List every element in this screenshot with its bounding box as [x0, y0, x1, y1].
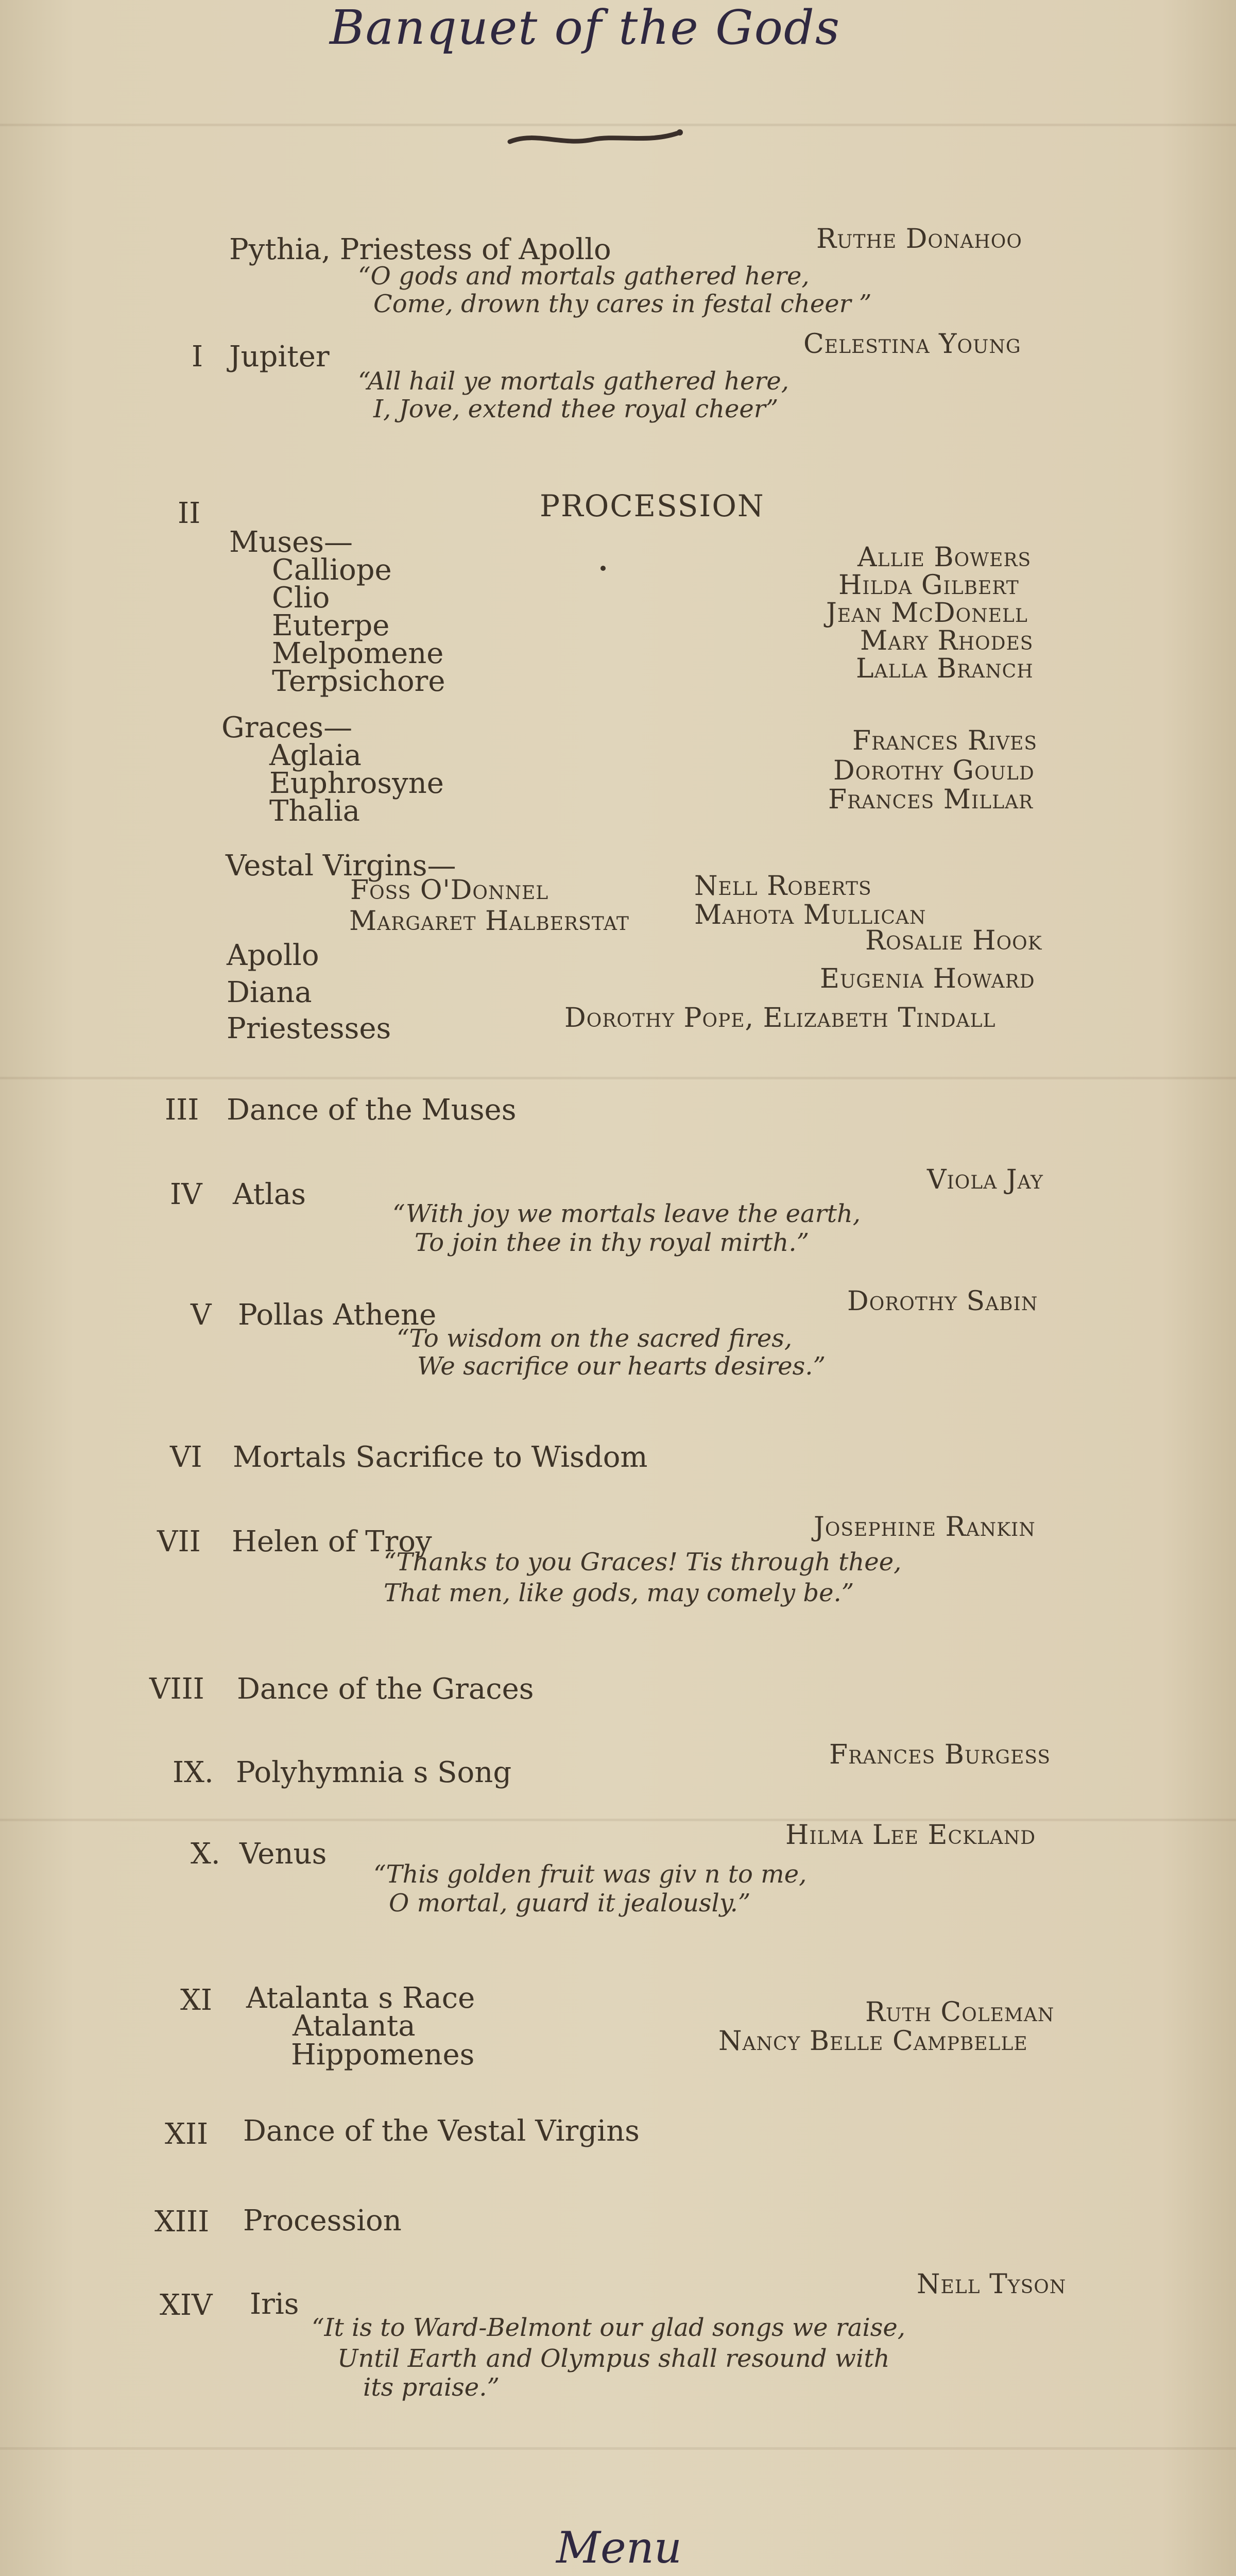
act-cast: Hilma Lee Eckland [785, 1820, 1036, 1851]
verse-line: O mortal, guard it jealously.” [389, 1889, 751, 1918]
act-role: Atlas [233, 1178, 306, 1211]
verse-line: “Thanks to you Graces! Tis through thee, [384, 1548, 902, 1577]
ink-speck [600, 566, 606, 571]
act-cast: Frances Burgess [829, 1739, 1051, 1770]
act-role: Helen of Troy [232, 1525, 432, 1558]
act-role: Pollas Athene [238, 1298, 437, 1332]
grace-cast: Frances Rives [852, 725, 1038, 756]
role-priestesses: Priestesses [227, 1012, 391, 1045]
verse-line: To join thee in thy royal mirth.” [415, 1228, 810, 1257]
muse-cast: Hilda Gilbert [838, 570, 1019, 601]
act-role: Mortals Sacrifice to Wisdom [233, 1440, 648, 1474]
muse-role: Melpomene [272, 637, 444, 670]
section-number: IX. [173, 1756, 214, 1789]
verse-line: its praise.” [363, 2373, 500, 2402]
muses-label: Muses— [229, 526, 353, 559]
sub-role: Atalanta [293, 2009, 416, 2043]
act-role: Procession [243, 2204, 402, 2238]
grace-role: Euphrosyne [269, 767, 444, 800]
muse-role: Euterpe [272, 609, 390, 642]
muse-role: Clio [272, 581, 330, 615]
grace-role: Aglaia [269, 739, 362, 772]
verse-line: “This golden fruit was giv n to me, [373, 1860, 807, 1889]
paper-fold [0, 2447, 1236, 2450]
act-cast: Josephine Rankin [814, 1512, 1036, 1543]
act-cast: Viola Jay [927, 1164, 1043, 1195]
act-role: Iris [250, 2287, 299, 2321]
act-role: Atalanta s Race [246, 1981, 475, 2015]
act-role: Dance of the Muses [227, 1093, 517, 1127]
act-role: Venus [239, 1837, 327, 1871]
muse-cast: Allie Bowers [857, 542, 1032, 573]
vestal-cast: Foss O'Donnel [350, 875, 549, 906]
muse-cast: Mary Rhodes [860, 625, 1034, 656]
muse-role: Calliope [272, 553, 392, 587]
sub-cast: Ruth Coleman [865, 1997, 1055, 2028]
act-role: Dance of the Graces [237, 1672, 534, 1706]
role-apollo: Apollo [227, 939, 319, 972]
verse-line: That men, like gods, may comely be.” [384, 1579, 854, 1607]
muse-role: Terpsichore [272, 665, 445, 698]
section-number: XIII [154, 2205, 210, 2239]
section-number: X. [191, 1837, 220, 1871]
section-number: XI [180, 1984, 212, 2017]
verse-line: “All hail ye mortals gathered here, [358, 367, 789, 396]
verse-line: “To wisdom on the sacred fires, [397, 1324, 793, 1353]
cast-jupiter: Celestina Young [803, 329, 1021, 360]
muse-cast: Lalla Branch [856, 653, 1034, 684]
role-jupiter: Jupiter [229, 340, 330, 374]
procession-heading: PROCESSION [540, 488, 765, 523]
cast-apollo: Rosalie Hook [865, 925, 1042, 956]
act-cast: Nell Tyson [917, 2269, 1067, 2300]
sub-cast: Nancy Belle Campbelle [718, 2026, 1028, 2057]
menu-title: Menu [556, 2522, 682, 2573]
section-number: XII [165, 2117, 209, 2151]
section-number: V [191, 1298, 212, 1332]
vestal-cast: Margaret Halberstat [349, 906, 629, 937]
vestal-cast: Nell Roberts [694, 871, 872, 902]
act-role: Dance of the Vestal Virgins [243, 2114, 640, 2148]
verse-line: “With joy we mortals leave the earth, [392, 1199, 861, 1228]
role-diana: Diana [227, 976, 312, 1009]
cast-priestesses: Dorothy Pope, Elizabeth Tindall [564, 1003, 996, 1033]
muse-cast: Jean McDonell [826, 598, 1028, 629]
grace-cast: Dorothy Gould [833, 755, 1035, 786]
paper-fold [0, 1077, 1236, 1079]
paper-fold [0, 1819, 1236, 1821]
section-number: III [165, 1093, 199, 1127]
verse-line: Come, drown thy cares in festal cheer ” [373, 290, 872, 318]
sub-role: Hippomenes [291, 2038, 475, 2072]
cast-pythia: Ruthe Donahoo [816, 224, 1022, 255]
section-number: I [192, 340, 203, 374]
grace-role: Thalia [269, 794, 360, 828]
ornament-flourish-icon [505, 121, 690, 152]
verse-line: Until Earth and Olympus shall resound with [337, 2344, 890, 2373]
section-number: VIII [149, 1672, 204, 1706]
role-pythia: Pythia, Priestess of Apollo [229, 233, 611, 266]
verse-line: “It is to Ward-Belmont our glad songs we raise, [312, 2313, 906, 2342]
vestal-label: Vestal Virgins— [226, 849, 456, 883]
vestal-cast: Mahota Mullican [694, 900, 926, 930]
graces-label: Graces— [221, 711, 353, 744]
verse-line: “O gods and mortals gathered here, [358, 262, 810, 291]
cast-diana: Eugenia Howard [820, 963, 1035, 994]
verse-line: I, Jove, extend thee royal cheer” [373, 395, 779, 423]
section-number: XIV [160, 2289, 213, 2322]
act-cast: Dorothy Sabin [847, 1286, 1038, 1317]
section-number: VII [157, 1525, 201, 1558]
section-number: II [178, 497, 201, 530]
verse-line: We sacrifice our hearts desires.” [417, 1352, 826, 1381]
section-number: IV [170, 1178, 202, 1211]
act-role: Polyhymnia s Song [236, 1756, 512, 1789]
section-number: VI [170, 1440, 202, 1474]
grace-cast: Frances Millar [828, 784, 1034, 815]
program-title: Banquet of the Gods [330, 0, 841, 55]
